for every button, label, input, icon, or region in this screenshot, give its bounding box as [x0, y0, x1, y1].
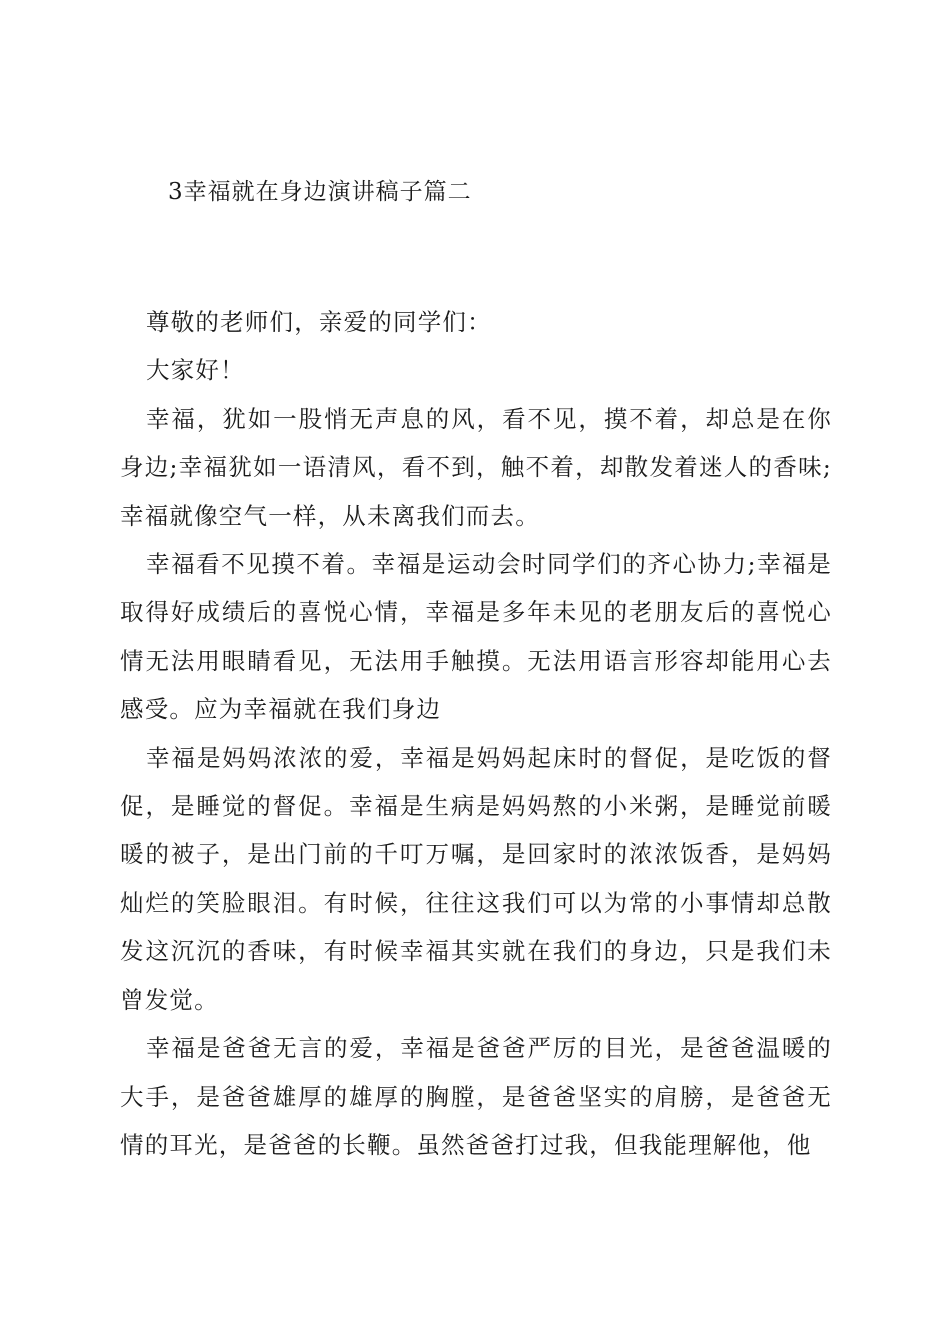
document-title: 3幸福就在身边演讲稿子篇二 [168, 179, 472, 205]
paragraph: 幸福是爸爸无言的爱，幸福是爸爸严厉的目光，是爸爸温暖的大手，是爸爸雄厚的雄厚的胸膛，是爸爸坚实的肩膀，是爸爸无情的耳光，是爸爸的长鞭。虽然爸爸打过我，但我能理解他，他 [120, 1034, 832, 1159]
document-body [120, 298, 832, 1169]
paragraph-salutation: 尊敬的老师们，亲爱的同学们： [146, 308, 492, 336]
paragraph-greeting: 大家好！ [146, 356, 245, 385]
paragraph: 幸福是妈妈浓浓的爱，幸福是妈妈起床时的督促，是吃饭的督促，是睡觉的督促。幸福是生病是妈妈熬的小米粥，是睡觉前暖暖的被子，是出门前的千叮万嘱，是回家时的浓浓饭香，是妈妈灿烂的笑脸眼泪。有时候，往往这我们可以为常的小事情却总散发这沉沉的香味，有时候幸福其实就在我们的身边，只是我们未曾发觉。 [120, 743, 832, 1014]
paragraph: 幸福看不见摸不着。幸福是运动会时同学们的齐心协力;幸福是取得好成绩后的喜悦心情，幸福是多年未见的老朋友后的喜悦心情无法用眼睛看见，无法用手触摸。无法用语言形容却能用心去感受。应为幸福就在我们身边 [120, 550, 832, 724]
paragraph: 幸福，犹如一股悄无声息的风，看不见，摸不着，却总是在你身边;幸福犹如一语清风，看不到，触不着，却散发着迷人的香味;幸福就像空气一样，从未离我们而去。 [120, 404, 832, 530]
